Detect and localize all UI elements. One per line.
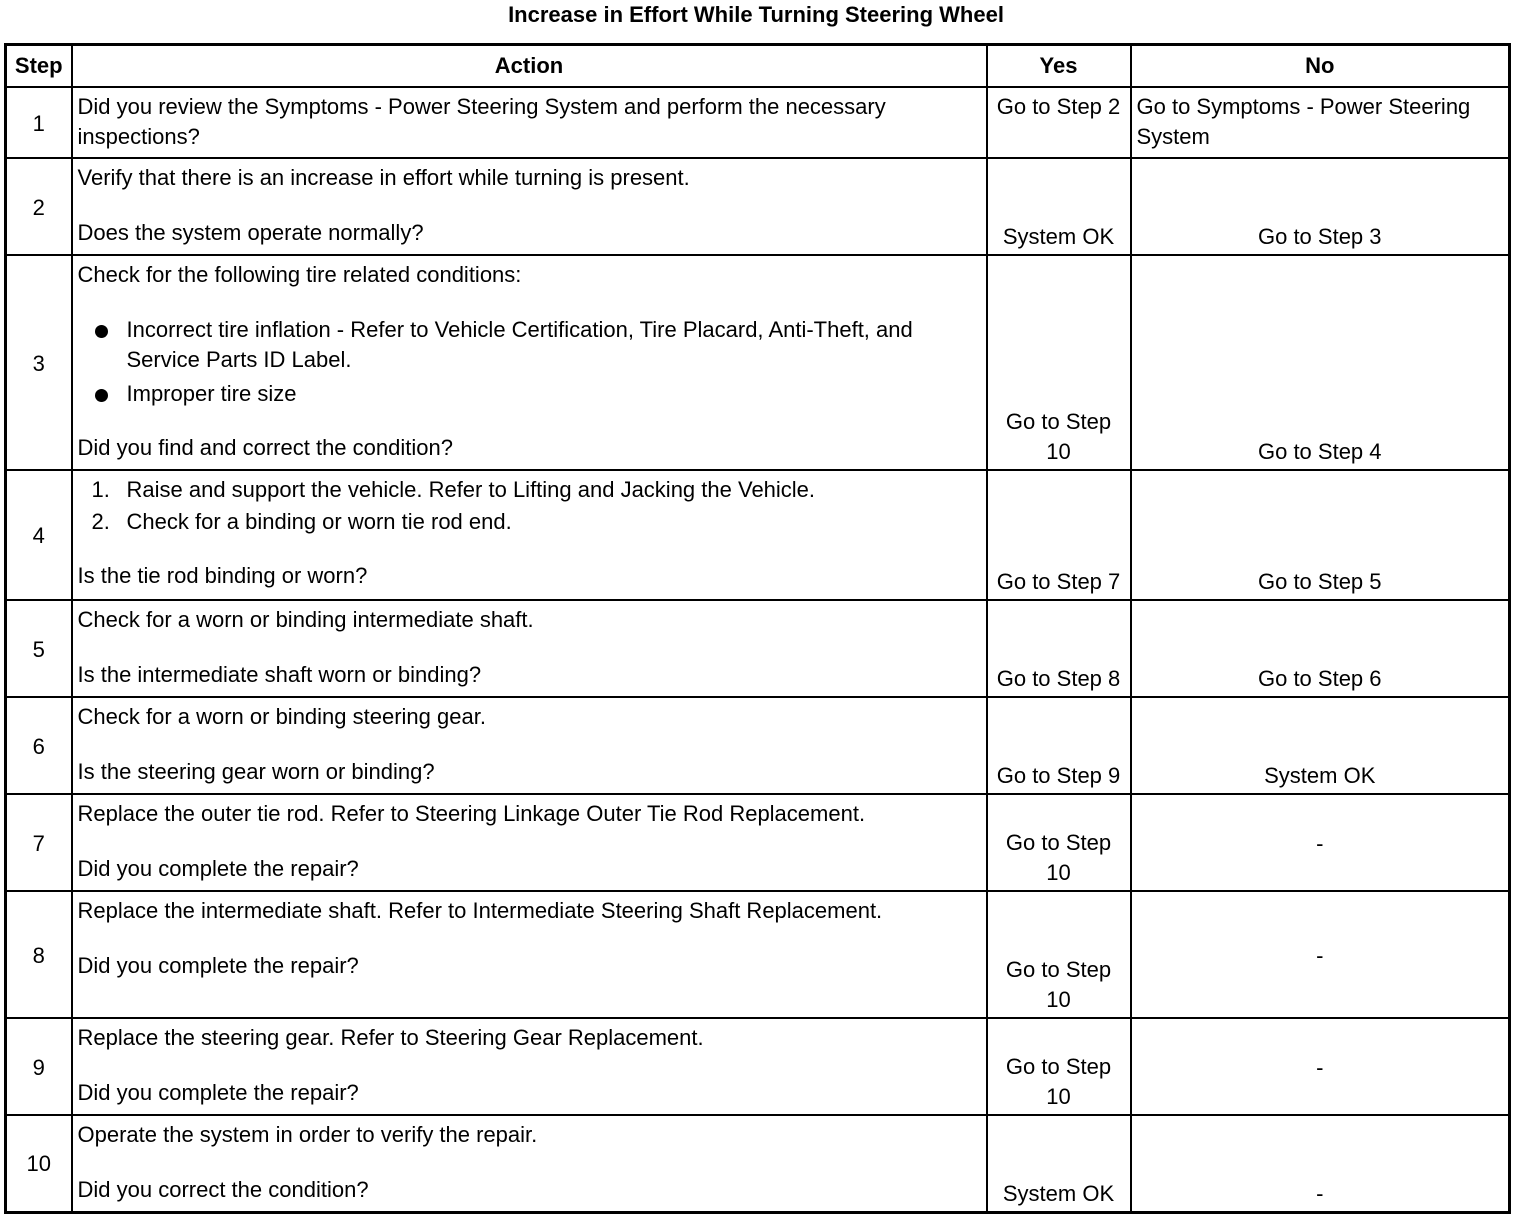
table-row: [6, 87, 1510, 158]
action-text: Verify that there is an increase in effort while turning is present.: [77, 165, 690, 190]
action-text: Check for a worn or binding steering gear.: [77, 704, 486, 729]
table-row: [6, 255, 1510, 470]
no-cell: System OK: [1131, 697, 1510, 794]
yes-cell: Go to Step 10: [987, 891, 1131, 1018]
action-cell: [72, 1115, 987, 1212]
list-number: 1.: [91, 477, 110, 502]
step-number: 7: [6, 794, 72, 891]
action-question: Is the intermediate shaft worn or binding?: [77, 662, 482, 687]
table-row: [6, 891, 1510, 1018]
action-cell: [72, 87, 987, 158]
list-item-text: Improper tire size: [126, 381, 297, 406]
table-row: [6, 1115, 1510, 1212]
page-title: Increase in Effort While Turning Steering Wheel: [508, 2, 1004, 27]
table-row: [6, 794, 1510, 891]
no-cell: Go to Step 5: [1131, 470, 1510, 600]
action-question: Does the system operate normally?: [77, 220, 424, 245]
list-number: 2.: [91, 509, 110, 534]
action-question: Did you complete the repair?: [77, 953, 359, 978]
step-number: 2: [6, 158, 72, 255]
action-question: Is the steering gear worn or binding?: [77, 759, 435, 784]
yes-cell: Go to Step 2: [987, 87, 1131, 158]
no-cell: Go to Step 6: [1131, 600, 1510, 697]
action-cell: [72, 891, 987, 1018]
step-number: 5: [6, 600, 72, 697]
no-cell: Go to Step 3: [1131, 158, 1510, 255]
action-text: Replace the intermediate shaft. Refer to Intermediate Steering Shaft Replacement.: [77, 898, 883, 923]
no-cell: Go to Symptoms - Power Steering System: [1131, 87, 1510, 158]
table-row: [6, 600, 1510, 697]
diagnostic-table: [4, 43, 1511, 1214]
bullet-icon: [95, 325, 108, 338]
yes-cell: Go to Step 7: [987, 470, 1131, 600]
list-item: [78, 379, 981, 409]
action-text: Check for the following tire related conditions:: [77, 262, 522, 287]
step-number: 6: [6, 697, 72, 794]
no-cell: Go to Step 4: [1131, 255, 1510, 470]
header-no: No: [1131, 45, 1510, 88]
list-item-text: Raise and support the vehicle. Refer to Lifting and Jacking the Vehicle.: [126, 477, 816, 502]
action-question: Is the tie rod binding or worn?: [77, 563, 368, 588]
action-text: Replace the outer tie rod. Refer to Steering Linkage Outer Tie Rod Replacement.: [77, 801, 866, 826]
yes-cell: System OK: [987, 1115, 1131, 1212]
action-text: Replace the steering gear. Refer to Steering Gear Replacement.: [77, 1025, 704, 1050]
header-yes: Yes: [987, 45, 1131, 88]
action-cell: [72, 1018, 987, 1115]
action-text: Did you review the Symptoms - Power Steering System and perform the necessary inspections?: [77, 94, 886, 149]
list-item-text: Incorrect tire inflation - Refer to Vehicle Certification, Tire Placard, Anti-Theft, and Service Parts ID Label.: [126, 317, 913, 372]
step-number: 3: [6, 255, 72, 470]
table-row: [6, 158, 1510, 255]
action-question: Did you correct the condition?: [77, 1177, 369, 1202]
yes-cell: Go to Step 10: [987, 255, 1131, 470]
header-row: [6, 45, 1510, 88]
action-question: Did you complete the repair?: [77, 856, 359, 881]
yes-cell: System OK: [987, 158, 1131, 255]
action-question: Did you find and correct the condition?: [77, 435, 453, 460]
action-cell: [72, 255, 987, 470]
yes-cell: Go to Step 8: [987, 600, 1131, 697]
action-text: Operate the system in order to verify the repair.: [77, 1122, 538, 1147]
list-item: [78, 507, 981, 537]
table-row: [6, 1018, 1510, 1115]
yes-cell: Go to Step 9: [987, 697, 1131, 794]
list-item: [78, 315, 981, 375]
bullet-list: [78, 315, 981, 409]
table-row: [6, 470, 1510, 600]
action-cell: [72, 158, 987, 255]
yes-cell: Go to Step 10: [987, 794, 1131, 891]
no-cell: -: [1131, 1115, 1510, 1212]
action-cell: [72, 697, 987, 794]
action-cell: [72, 794, 987, 891]
yes-cell: Go to Step 10: [987, 1018, 1131, 1115]
no-cell: -: [1131, 794, 1510, 891]
step-number: 9: [6, 1018, 72, 1115]
step-number: 1: [6, 87, 72, 158]
no-cell: -: [1131, 891, 1510, 1018]
table-row: [6, 697, 1510, 794]
action-cell: [72, 600, 987, 697]
numbered-list: [78, 475, 981, 537]
list-item: [78, 475, 981, 505]
header-step: Step: [6, 45, 72, 88]
step-number: 8: [6, 891, 72, 1018]
step-number: 4: [6, 470, 72, 600]
step-number: 10: [6, 1115, 72, 1212]
header-action: Action: [72, 45, 987, 88]
bullet-icon: [95, 389, 108, 402]
list-item-text: Check for a binding or worn tie rod end.: [126, 509, 512, 534]
action-text: Check for a worn or binding intermediate shaft.: [77, 607, 534, 632]
action-question: Did you complete the repair?: [77, 1080, 359, 1105]
action-cell: [72, 470, 987, 600]
no-cell: -: [1131, 1018, 1510, 1115]
